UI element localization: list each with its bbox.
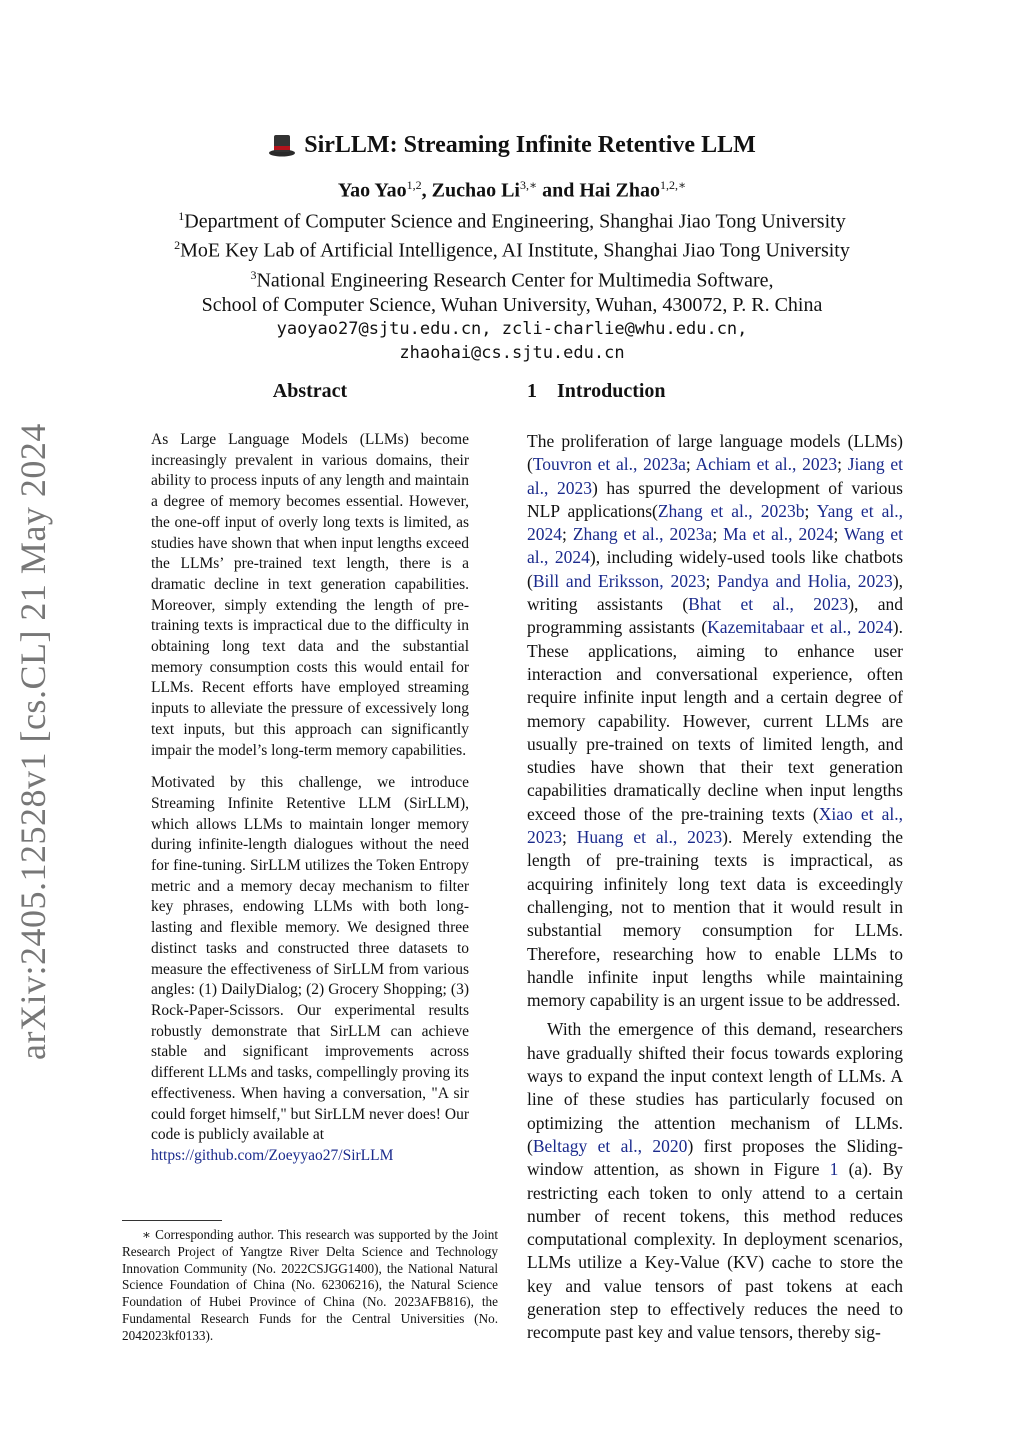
affiliation-text: School of Computer Science, Wuhan University, Wuhan, 430072, P. R. China [201,293,823,316]
affiliation-text: Department of Computer Science and Engineering, Shanghai Jiao Tong University [184,210,846,233]
footnote [122,1212,498,1345]
paragraph-text: ), writing assistants ( [527,570,904,615]
paragraph-text: ). These applications, aiming to enhance user interaction and conversational experience, often require infinite input length and a certain degree of memory capability. However, current LLMs are usually pre-trained on texts of limited length, and studies have shown that their text generation capabilities dramatically decline when input lengths exceed those of the pre-training texts ( [527,617,903,824]
paper-title-text: SirLLM: Streaming Infinite Retentive LLM [304,132,756,158]
author-name: Yao Yao [337,179,407,202]
section-heading [527,378,903,404]
author-affiliation-mark: 1,2 [406,178,422,192]
affiliation-line [0,263,1024,293]
citation-link[interactable]: Yang et al., 2024 [527,500,903,545]
paragraph-text: ; [837,454,848,475]
citation-link[interactable]: 1 [829,1159,839,1180]
citation-link[interactable]: Zhang et al., 2023a [572,524,713,545]
citation-link[interactable]: Beltagy et al., 2020 [532,1135,688,1156]
introduction-column [527,378,903,1351]
abstract-heading: Abstract [272,380,348,402]
footnote-text: ∗ Corresponding author. This research was supported by the Joint Research Project of Yangtze River Delta Science and Technology Innovation Community (No. 2022CSJGG1400), the National Natural Science Foundation of China (No. 62306216), the Natural Science Foundation of Hubei Province of China (No. 2023AFB816), the Fundamental Research Funds for the Central Universities (No. 2042023kf0133). [122,1227,498,1343]
citation-link[interactable]: Huang et al., 2023 [576,827,723,848]
paragraph-text: ), and programming assistants ( [527,594,903,638]
paragraph-text: ), including widely-used tools like chatbots ( [527,547,904,591]
affiliation-mark: 1 [178,208,185,223]
email-line[interactable]: zhaohai@cs.sjtu.edu.cn [399,342,625,363]
affiliation-line [0,293,1024,317]
abstract-paragraph [151,773,469,1166]
citation-link[interactable]: Bhat et al., 2023 [688,594,849,615]
citation-link[interactable]: Pandya and Holia, 2023 [717,570,893,591]
paragraph-text: ; [562,524,573,545]
affiliation-line [0,233,1024,263]
intro-paragraph [527,430,903,1012]
paragraph-text: ; [562,827,577,848]
paragraph-text: ) has spurred the development of various NLP applications( [527,477,903,521]
title-block [0,128,1024,365]
section-number: 1 [527,380,537,402]
author-list [0,172,1024,204]
paper-title [0,128,1024,162]
citation-link[interactable]: Jiang et al., 2023 [527,454,903,498]
email-line[interactable]: yaoyao27@sjtu.edu.cn, zcli-charlie@whu.edu.cn, [276,318,748,339]
citation-link[interactable]: Bill and Eriksson, 2023 [532,570,706,591]
abstract-column [151,378,469,1179]
author-affiliation-mark: 1,2,∗ [659,178,687,192]
paragraph-text: ; [712,524,724,545]
affiliation-mark: 3 [250,267,257,282]
paragraph-text: ; [705,570,718,591]
abstract-paragraph-text: Motivated by this challenge, we introduce Streaming Infinite Retentive LLM (SirLLM), which allows LLMs to maintain longer memory during infinite-length dialogues without the need for fine-tuning. SirLLM utilizes the Token Entropy metric and a memory decay mechanism to filter key phrases, endowing LLMs with both long-lasting and flexible memory. We designed three distinct tasks and constructed three datasets to measure the effectiveness of SirLLM from various angles: (1) DailyDialog; (2) Grocery Shopping; (3) Rock-Paper-Scissors. Our experimental results robustly demonstrate that SirLLM can achieve stable and significant improvements across different LLMs and tasks, compellingly proving its effectiveness. When having a conversation, "A sir could forget himself," but SirLLM never does! Our code is publicly available at [151,774,469,1144]
affiliation-mark: 2 [174,238,181,253]
citation-link[interactable]: Achiam et al., 2023 [695,454,838,475]
author-separator: and [537,179,580,202]
intro-paragraph [527,1018,903,1344]
citation-link[interactable]: Kazemitabaar et al., 2024 [707,617,893,638]
code-repository-link[interactable]: https://github.com/Zoeyyao27/SirLLM [151,1146,394,1164]
arxiv-identifier-stamp: arXiv:2405.12528v1 [cs.CL] 21 May 2024 [13,423,53,1060]
author-name: Hai Zhao [579,179,660,202]
citation-link[interactable]: Xiao et al., 2023 [527,803,903,848]
paragraph-text: The proliferation of large language models (LLMs) ( [527,431,903,475]
author-name: Zuchao Li [431,179,520,202]
top-hat-icon [268,133,296,157]
affiliation-text: MoE Key Lab of Artificial Intelligence, AI Institute, Shanghai Jiao Tong University [180,239,850,262]
citation-link[interactable]: Wang et al., 2024 [527,524,904,568]
citation-link[interactable]: Zhang et al., 2023b [657,500,805,521]
affiliation-text: National Engineering Research Center for Multimedia Software, [256,269,774,292]
author-affiliation-mark: 3,∗ [519,178,538,192]
paragraph-text: (a). By restricting each token to only attend to a certain number of recent tokens, this method reduces computational complexity. In deployment scenarios, LLMs utilize a Key-Value (KV) cache to store the key and value tensors of past tokens at each generation step to effectively reduces the need to recompute past key and value tensors, thereby sig- [527,1159,903,1343]
paragraph-text: ; [685,454,696,475]
abstract-paragraph: As Large Language Models (LLMs) become increasingly prevalent in various domains, their ability to process inputs of any length and maintain a degree of memory becomes essential. However, the one-off input of overly long texts is limited, as studies have shown that when input lengths exceed the LLMs’ pre-trained text length, there is a dramatic decline in text generation capabilities. Moreover, simply extending the length of pre-training texts is impractical due to the difficulty in obtaining long text data and the substantial memory consumption costs this would entail for LLMs. Recent efforts have employed streaming inputs to alleviate the pressure of excessively long text inputs, but this approach can significantly impair the model’s long-term memory capabilities. [151,431,469,759]
paragraph-text: ). Merely extending the length of pre-training texts is impractical, as acquiring infinitely long text data is exceedingly challenging, not to mention that it would result in substantial memory consumption for LLMs. Therefore, researching how to enable LLMs to handle infinite input lengths while maintaining memory capability is an urgent issue to be addressed. [527,827,903,1011]
affiliation-line [0,204,1024,234]
paragraph-text: ) first proposes the Sliding-window attention, as shown in Figure [527,1135,903,1180]
citation-link[interactable]: Ma et al., 2024 [723,524,834,545]
paragraph-text: ; [833,524,845,545]
citation-link[interactable]: Touvron et al., 2023a [532,454,686,475]
section-heading-text: Introduction [557,380,666,402]
paragraph-text: ; [804,500,817,521]
author-separator: , [421,179,432,202]
paragraph-text: With the emergence of this demand, researchers have gradually shifted their focus towards exploring ways to expand the input context length of LLMs. A line of these studies has particularly focused on optimizing the attention mechanism of LLMs. ( [527,1019,903,1156]
footnote-rule [122,1220,222,1221]
